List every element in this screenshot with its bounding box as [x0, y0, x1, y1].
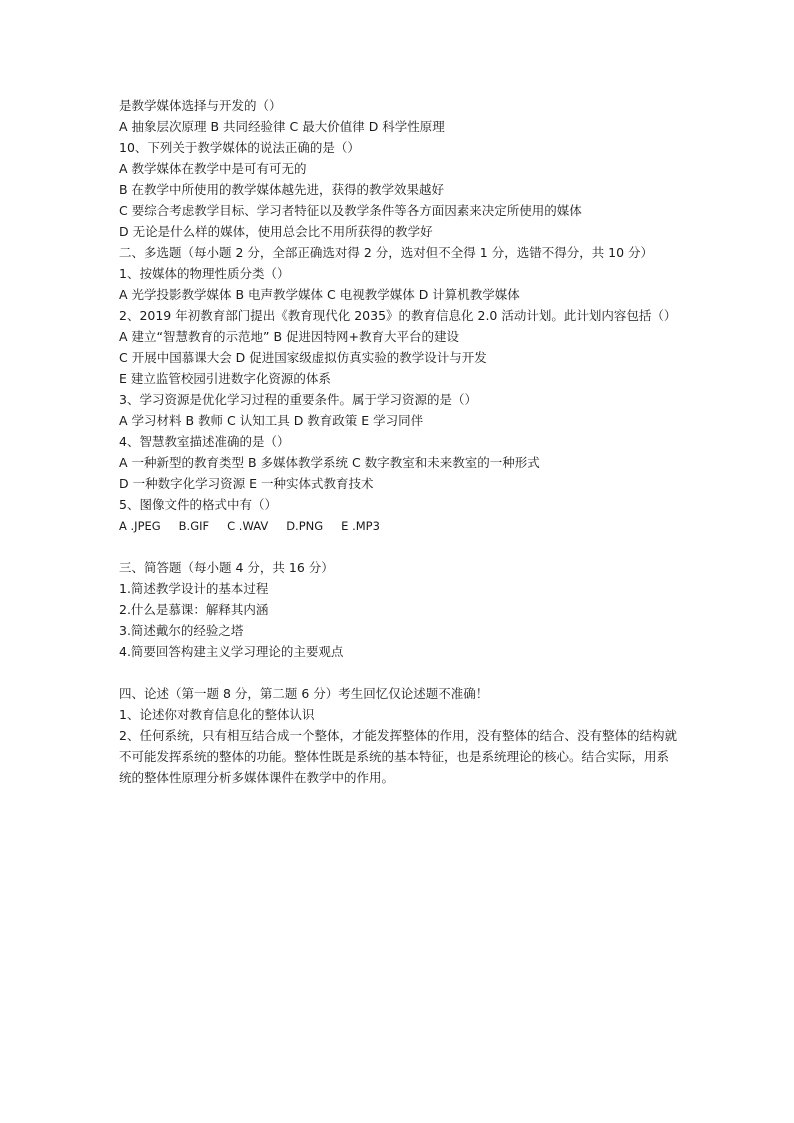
format-option-b: B.GIF [178, 519, 210, 533]
format-option-e: E .MP3 [341, 519, 380, 533]
question-10-stem: 10、下列关于教学媒体的说法正确的是（） [119, 140, 360, 155]
essay-question-1: 1、论述你对教育信息化的整体认识 [119, 707, 315, 722]
short-answer-2: 2.什么是慕课：解释其内涵 [119, 602, 269, 617]
essay-question-2: 2、任何系统，只有相互结合成一个整体，才能发挥整体的作用，没有整体的结合、没有整体的结构就不可能发挥系统的整体的功能。整体性既是系统的基本特征，也是系统理论的核心。结合实际，用系统的整体性原理分析多媒体课件在教学中的作用。 [119, 728, 677, 785]
document-page [119, 95, 679, 788]
question-9-options: A 抽象层次原理 B 共同经验律 C 最大价值律 D 科学性原理 [119, 119, 445, 134]
mc-question-1-options: A 光学投影教学媒体 B 电声教学媒体 C 电视教学媒体 D 计算机教学媒体 [119, 287, 520, 302]
spacer [119, 662, 679, 683]
mc-question-4-options-abc: A 一种新型的教育类型 B 多媒体教学系统 C 数字教室和未来教室的一种形式 [119, 455, 540, 470]
mc-question-4-stem: 4、智慧教室描述准确的是（） [119, 434, 290, 449]
mc-question-1-stem: 1、按媒体的物理性质分类（） [119, 266, 290, 281]
mc-question-4-options-de: D 一种数字化学习资源 E 一种实体式教育技术 [119, 476, 374, 491]
format-option-c: C .WAV [227, 519, 269, 533]
format-option-a: A .JPEG [119, 519, 161, 533]
short-answer-4: 4.简要回答构建主义学习理论的主要观点 [119, 644, 344, 659]
section-3-title: 三、简答题（每小题 4 分，共 16 分） [119, 560, 334, 575]
mc-question-3-stem: 3、学习资源是优化学习过程的重要条件。属于学习资源的是（） [119, 392, 477, 407]
question-10-option-c: C 要综合考虑教学目标、学习者特征以及教学条件等各方面因素来决定所使用的媒体 [119, 203, 582, 218]
mc-question-3-options: A 学习材料 B 教师 C 认知工具 D 教育政策 E 学习同伴 [119, 413, 424, 428]
question-10-option-d: D 无论是什么样的媒体，使用总会比不用所获得的教学好 [119, 224, 433, 239]
mc-question-2-option-e: E 建立监管校园引进数字化资源的体系 [119, 371, 331, 386]
short-answer-1: 1.简述教学设计的基本过程 [119, 581, 269, 596]
mc-question-5-stem: 5、图像文件的格式中有（） [119, 497, 277, 512]
section-4-title: 四、论述（第一题 8 分，第二题 6 分）考生回忆仅论述题不准确！ [119, 686, 489, 701]
short-answer-3: 3.简述戴尔的经验之塔 [119, 623, 244, 638]
mc-question-5-options [119, 515, 679, 536]
question-10-option-b: B 在教学中所使用的教学媒体越先进，获得的教学效果越好 [119, 182, 445, 197]
question-10-option-a: A 教学媒体在教学中是可有可无的 [119, 161, 307, 176]
format-option-d: D.PNG [286, 519, 324, 533]
mc-question-2-stem: 2、2019 年初教育部门提出《教育现代化 2035》的教育信息化 2.0 活动计划。此计划内容包括（） [119, 308, 677, 323]
section-2-title: 二、多选题（每小题 2 分，全部正确选对得 2 分，选对但不全得 1 分，选错不得分，共 10 分） [119, 245, 654, 260]
question-9-stem-tail: 是教学媒体选择与开发的（） [119, 98, 282, 113]
spacer [119, 536, 679, 557]
mc-question-2-options-ab: A 建立“智慧教育的示范地” B 促进因特网+教育大平台的建设 [119, 329, 459, 344]
mc-question-2-options-cd: C 开展中国慕课大会 D 促进国家级虚拟仿真实验的教学设计与开发 [119, 350, 487, 365]
